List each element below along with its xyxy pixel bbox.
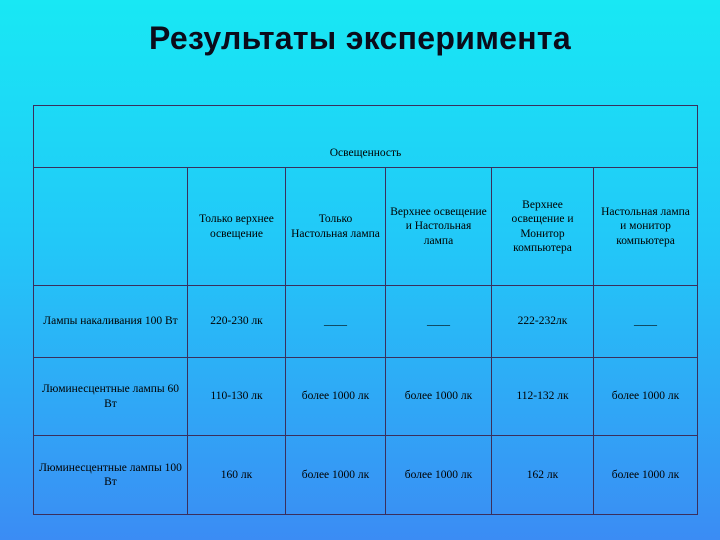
table-cell: 162 лк [492,436,594,515]
empty-corner-cell [34,168,188,286]
slide-title: Результаты эксперимента [149,20,571,56]
table-cell: 112-132 лк [492,358,594,436]
illumination-group-header: Освещенность [34,106,698,168]
table-column-header-row [34,168,698,286]
table-row [34,358,698,436]
table-cell: ____ [286,286,386,358]
row-header: Люминесцентные лампы 60 Вт [34,358,188,436]
table-group-header-row [34,106,698,168]
column-header: Верхнее освещение и Настольная лампа [386,168,492,286]
column-header: Настольная лампа и монитор компьютера [594,168,698,286]
column-header: Только верхнее освещение [188,168,286,286]
table-cell: ____ [594,286,698,358]
table-cell: более 1000 лк [594,436,698,515]
column-header: Только Настольная лампа [286,168,386,286]
table-cell: более 1000 лк [594,358,698,436]
table-row [34,286,698,358]
table-cell: более 1000 лк [386,436,492,515]
table-cell: ____ [386,286,492,358]
table-cell: 222-232лк [492,286,594,358]
table-cell: 220-230 лк [188,286,286,358]
row-header: Люминесцентные лампы 100 Вт [34,436,188,515]
table-cell: более 1000 лк [286,358,386,436]
table-cell: более 1000 лк [286,436,386,515]
results-table [33,105,698,515]
table-cell: 110-130 лк [188,358,286,436]
table-cell: более 1000 лк [386,358,492,436]
table-row [34,436,698,515]
column-header: Верхнее освещение и Монитор компьютера [492,168,594,286]
table-cell: 160 лк [188,436,286,515]
row-header: Лампы накаливания 100 Вт [34,286,188,358]
